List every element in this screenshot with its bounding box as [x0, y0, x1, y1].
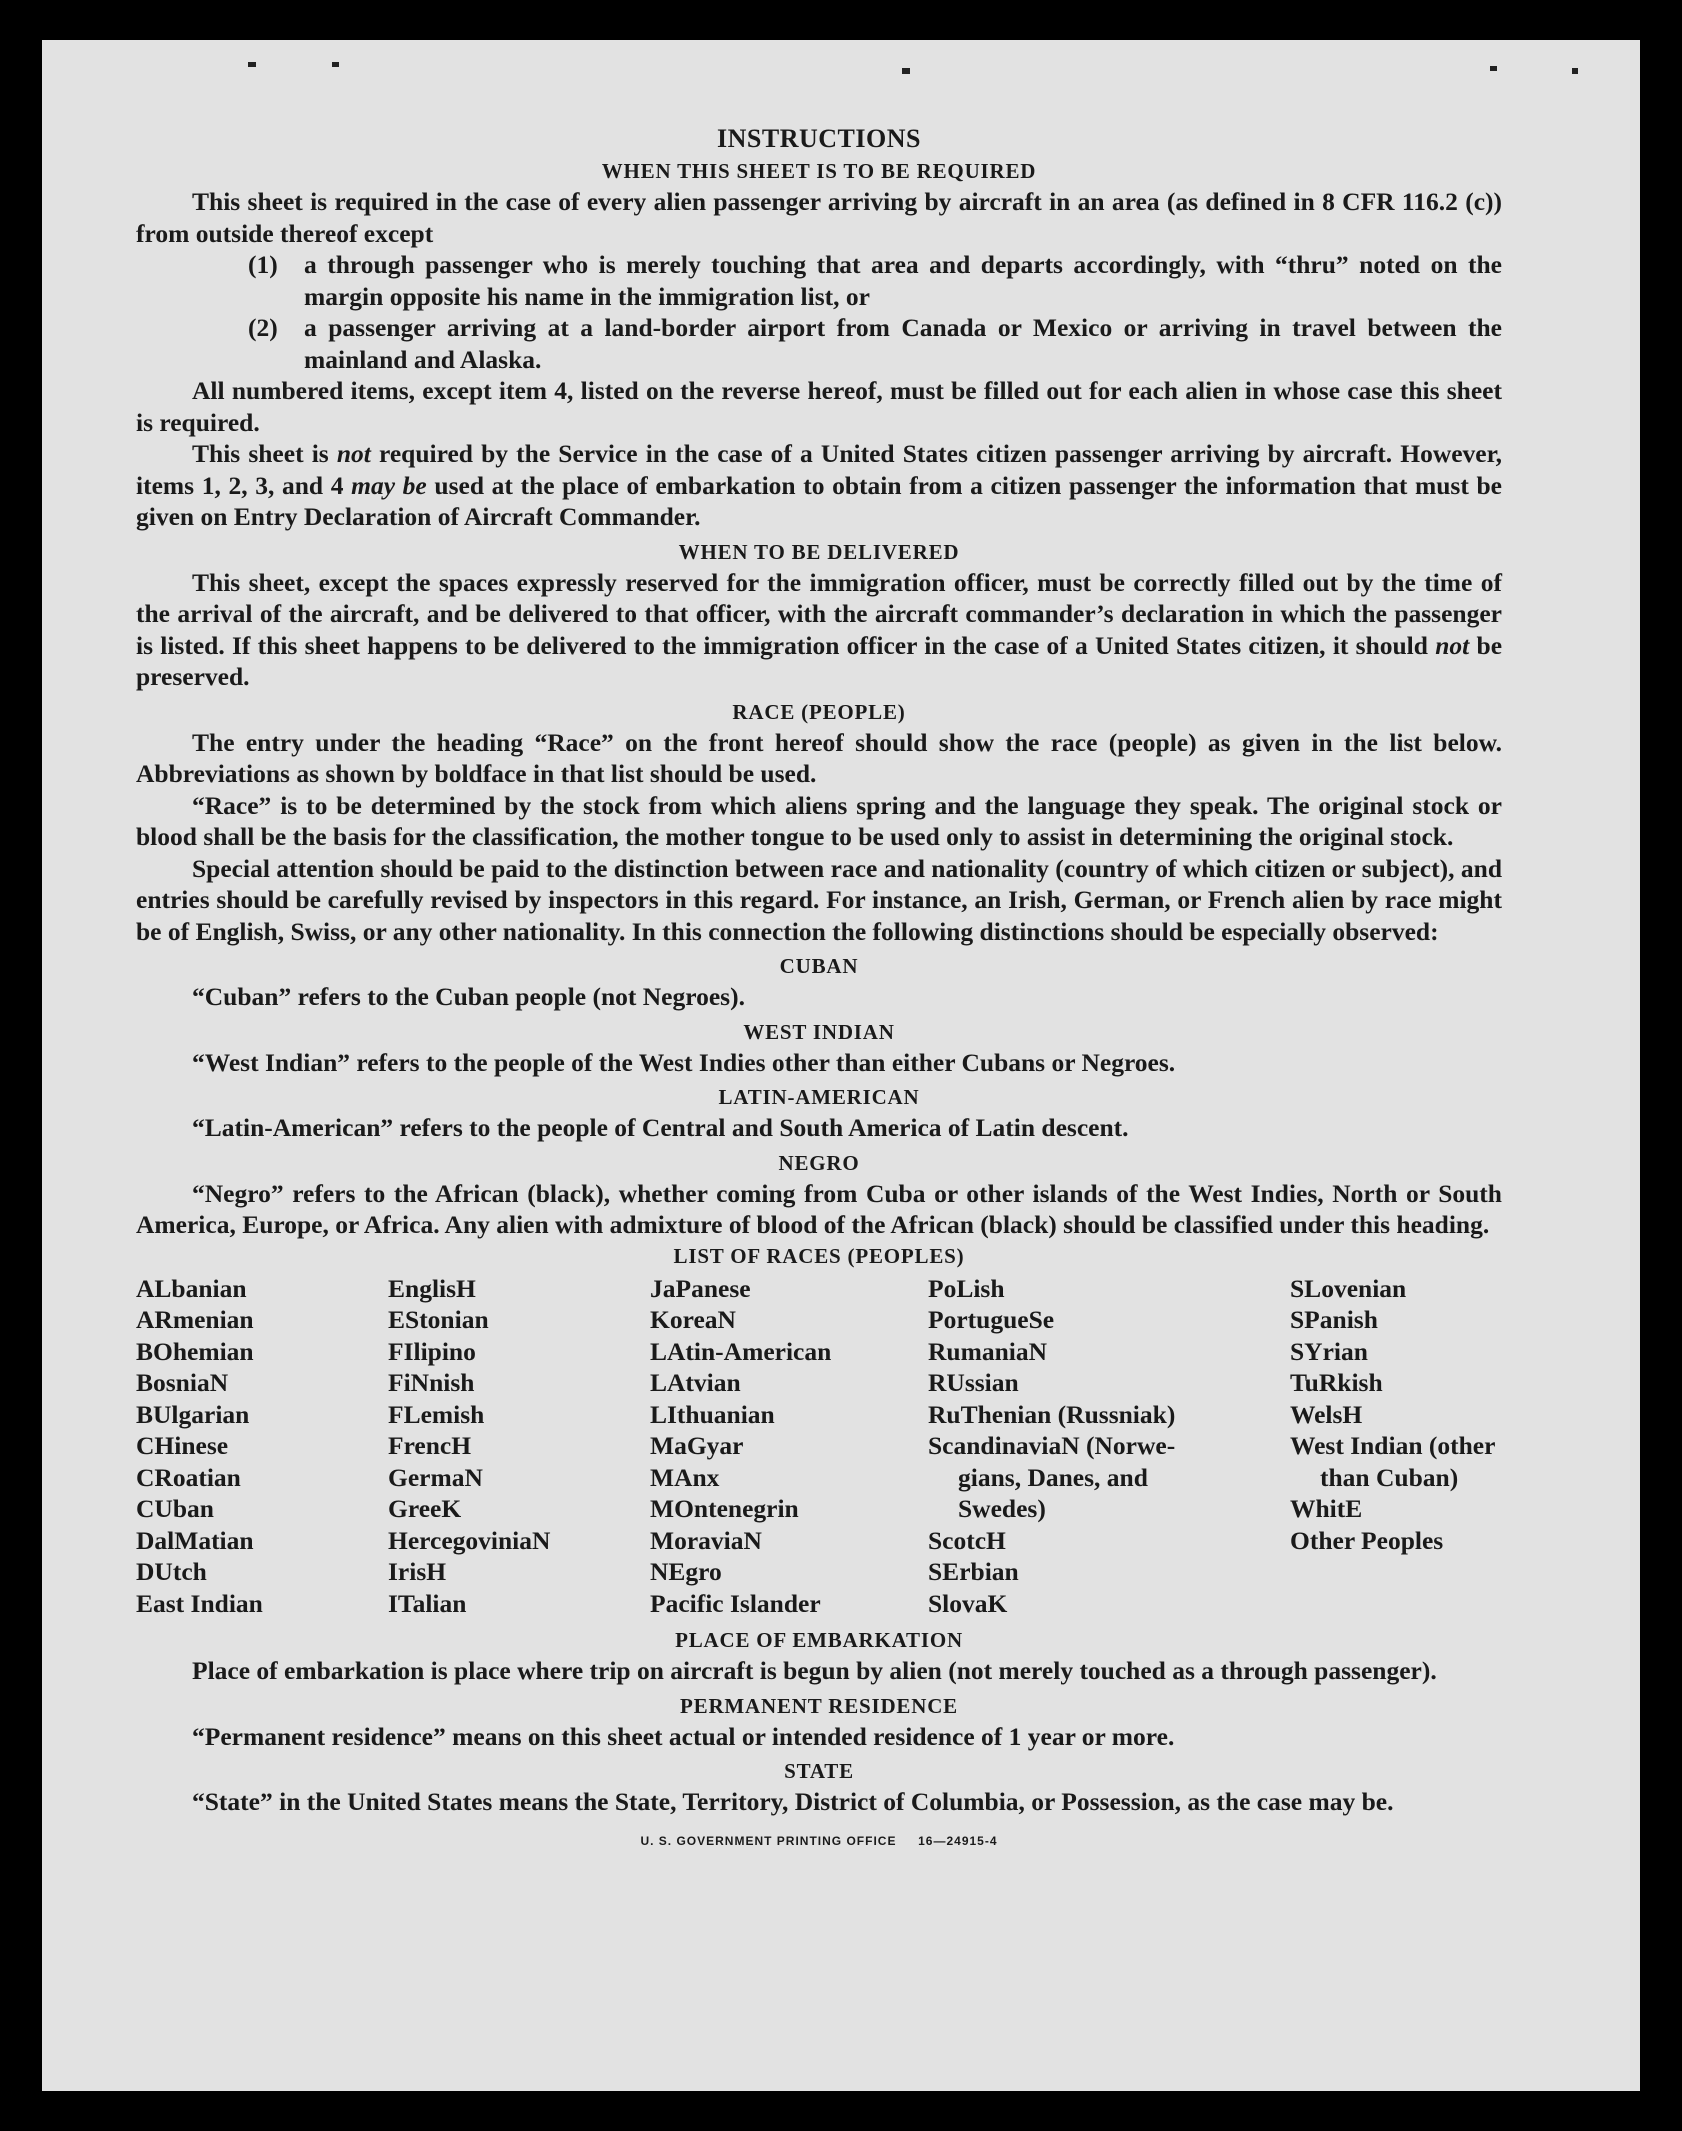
paragraph-delivery [136, 567, 1502, 693]
race-entry: DalMatian [136, 1525, 254, 1555]
race-entry: MAnx [650, 1462, 720, 1492]
race-entry: ARmenian [136, 1305, 254, 1334]
race-entry: CRoatian [136, 1462, 241, 1492]
race-entry: RuThenian (Russniak) [928, 1399, 1176, 1429]
paragraph-numbered-items: All numbered items, except item 4, listed on the reverse hereof, must be filled out for each alien in whose case this sheet is required. [136, 376, 1502, 437]
race-entry-continuation: Swedes) [958, 1494, 1046, 1523]
section-heading-latin-american: LATIN-AMERICAN [718, 1085, 920, 1109]
race-entry: SYrian [1290, 1336, 1368, 1366]
emphasis-text: may be [351, 470, 427, 500]
race-entry-continuation: than Cuban) [1320, 1462, 1459, 1492]
races-column-1 [136, 1273, 388, 1620]
race-entry: LIthuanian [650, 1399, 775, 1429]
paragraph-state: “State” in the United States means the State, Territory, District of Columbia, or Possession, as the case may be. [192, 1787, 1394, 1816]
text-run: This sheet is [192, 439, 337, 468]
race-entry: PortugueSe [928, 1305, 1055, 1334]
text-run: used at the place of embarkation to obtain from a citizen passenger the information that must be given on Entry Declaration of Aircraft Commander. [136, 470, 1502, 531]
race-entry: GreeK [388, 1494, 462, 1523]
section-heading-state: STATE [784, 1759, 854, 1783]
race-entry: WelsH [1290, 1399, 1363, 1429]
race-entry: HercegoviniaN [388, 1525, 551, 1555]
race-entry: LAtin-American [650, 1336, 832, 1366]
document-page [42, 40, 1640, 2091]
races-column-5 [1290, 1273, 1502, 1620]
race-entry: TuRkish [1290, 1368, 1383, 1397]
race-entry: MOntenegrin [650, 1494, 799, 1523]
race-entry: ScotcH [928, 1525, 1006, 1555]
race-entry: EStonian [388, 1305, 489, 1334]
race-entry: KoreaN [650, 1305, 736, 1334]
section-heading-when-required: WHEN THIS SHEET IS TO BE REQUIRED [601, 159, 1037, 183]
races-column-3 [650, 1273, 928, 1620]
section-heading-residence: PERMANENT RESIDENCE [680, 1693, 958, 1718]
list-item-number: (1) [248, 250, 278, 279]
list-item-text: a through passenger who is merely touching that area and departs accordingly, with “thru” noted on the margin opposite his name in the immigration list, or [304, 250, 1502, 311]
races-list [136, 1273, 1502, 1620]
race-entry: SErbian [928, 1557, 1019, 1586]
race-entry: Other Peoples [1290, 1525, 1444, 1555]
text-run: The entry under the heading “Race” on the front hereof should show the race (people) as given in the list below. Abbreviations as shown by [136, 727, 1502, 788]
race-entry: SlovaK [928, 1588, 1008, 1618]
speck-mark [1572, 68, 1578, 74]
race-entry: SPanish [1290, 1305, 1378, 1334]
paragraph-west-indian: “West Indian” refers to the people of the West Indies other than either Cubans or Negroes. [192, 1047, 1176, 1077]
text-run: This sheet, except the spaces expressly reserved for the immigration officer, must be correctly filled out by the time of the arrival of the aircraft, and be delivered to that officer, with the aircraft commander’s declaration in which the passenger is listed. If this sheet happens to be delivered to the immigration officer in the case of a United States citizen, it should [136, 567, 1502, 660]
list-item-number: (2) [248, 313, 278, 342]
section-heading-list-of-races: LIST OF RACES (PEOPLES) [673, 1243, 965, 1268]
race-entry: MaGyar [650, 1431, 744, 1460]
race-entry: FiNnish [388, 1368, 475, 1397]
race-entry: IrisH [388, 1557, 447, 1586]
list-item-text: a passenger arriving at a land-border airport from Canada or Mexico or arriving in travel between the mainland and Alaska. [304, 313, 1502, 374]
race-entry: JaPanese [650, 1273, 751, 1303]
paragraph-embarkation: Place of embarkation is place where trip on aircraft is begun by alien (not merely touched as a through passenger). [192, 1656, 1437, 1685]
emphasis-text: not [336, 439, 371, 468]
race-entry: ITalian [388, 1588, 467, 1618]
speck-mark [332, 62, 339, 67]
text-run: in that list should be used. [526, 759, 817, 788]
race-entry: CHinese [136, 1431, 229, 1460]
race-entry: BUlgarian [136, 1399, 250, 1429]
section-heading-cuban: CUBAN [779, 954, 859, 978]
race-entry: RumaniaN [928, 1336, 1048, 1366]
race-entry: NEgro [650, 1557, 722, 1586]
page-title: INSTRUCTIONS [717, 124, 921, 153]
paragraph-residence: “Permanent residence” means on this sheet actual or intended residence of 1 year or more. [192, 1721, 1175, 1751]
speck-mark [1490, 66, 1497, 71]
race-entry: East Indian [136, 1588, 263, 1618]
race-entry: FLemish [388, 1399, 485, 1429]
race-entry: WhitE [1290, 1494, 1363, 1523]
paragraph-race-nationality: Special attention should be paid to the distinction between race and nationality (country of which citizen or subject), and entries should be carefully revised by inspectors in this regard. For instance, an Irish, German, or French alien by race might be of English, Swiss, or any other nationality. In this connection the following distinctions should be especially observed: [136, 853, 1502, 946]
paragraph-intro: This sheet is required in the case of every alien passenger arriving by aircraft in an area (as defined in 8 CFR 116.2 (c)) from outside thereof except [136, 187, 1502, 248]
race-entry: SLovenian [1290, 1273, 1407, 1303]
races-column-4 [928, 1273, 1290, 1620]
race-entry: EnglisH [388, 1273, 476, 1303]
list-item [136, 249, 1502, 312]
race-entry: FIlipino [388, 1336, 476, 1366]
paragraph-cuban: “Cuban” refers to the Cuban people (not Negroes). [192, 982, 745, 1011]
bold-text: boldface [434, 759, 527, 788]
race-entry: LAtvian [650, 1368, 741, 1397]
paragraph-latin-american: “Latin-American” refers to the people of Central and South America of Latin descent. [192, 1113, 1129, 1142]
race-entry-continuation: gians, Danes, and [958, 1462, 1148, 1492]
section-heading-embarkation: PLACE OF EMBARKATION [675, 1628, 963, 1652]
printer-imprint: U. S. GOVERNMENT PRINTING OFFICE 16—24915-4 [640, 1833, 998, 1848]
race-entry: GermaN [388, 1462, 483, 1492]
speck-mark [248, 62, 256, 67]
text-run: required by the Service in the case of a United States citizen passenger arriving by aircraft. However, items 1, 2, 3, and 4 [136, 439, 1502, 500]
text-run: be preserved. [136, 630, 1503, 691]
paragraph-race-stock: “Race” is to be determined by the stock from which aliens spring and the language they speak. The original stock or blood shall be the basis for the classification, the mother tongue to be used only to assist in determining the original stock. [136, 790, 1502, 851]
speck-mark [902, 68, 910, 74]
race-entry: ScandinaviaN (Norwe- [928, 1431, 1176, 1460]
section-heading-when-delivered: WHEN TO BE DELIVERED [678, 539, 960, 564]
race-entry: BosniaN [136, 1368, 229, 1397]
section-heading-negro: NEGRO [778, 1150, 860, 1175]
list-item [136, 312, 1502, 375]
emphasis-text: not [1435, 630, 1470, 660]
race-entry: ALbanian [136, 1273, 247, 1303]
paragraph-negro: “Negro” refers to the African (black), whether coming from Cuba or other islands of the West Indies, North or South America, Europe, or Africa. Any alien with admixture of blood of the African (black) should be classified under this heading. [136, 1178, 1502, 1239]
race-entry: RUssian [928, 1368, 1019, 1397]
paragraph-citizen [136, 438, 1502, 533]
race-entry: CUban [136, 1494, 214, 1523]
race-entry: DUtch [136, 1557, 207, 1586]
race-entry: West Indian (other [1290, 1431, 1496, 1460]
race-entry: MoraviaN [650, 1525, 762, 1555]
section-heading-west-indian: WEST INDIAN [743, 1019, 895, 1044]
race-entry: BOhemian [136, 1336, 254, 1366]
section-heading-race: RACE (PEOPLE) [732, 699, 906, 724]
paragraph-race-entry [136, 727, 1502, 790]
race-entry: FrencH [388, 1431, 472, 1460]
race-entry: PoLish [928, 1273, 1005, 1303]
races-column-2 [388, 1273, 650, 1620]
race-entry: Pacific Islander [650, 1588, 821, 1618]
